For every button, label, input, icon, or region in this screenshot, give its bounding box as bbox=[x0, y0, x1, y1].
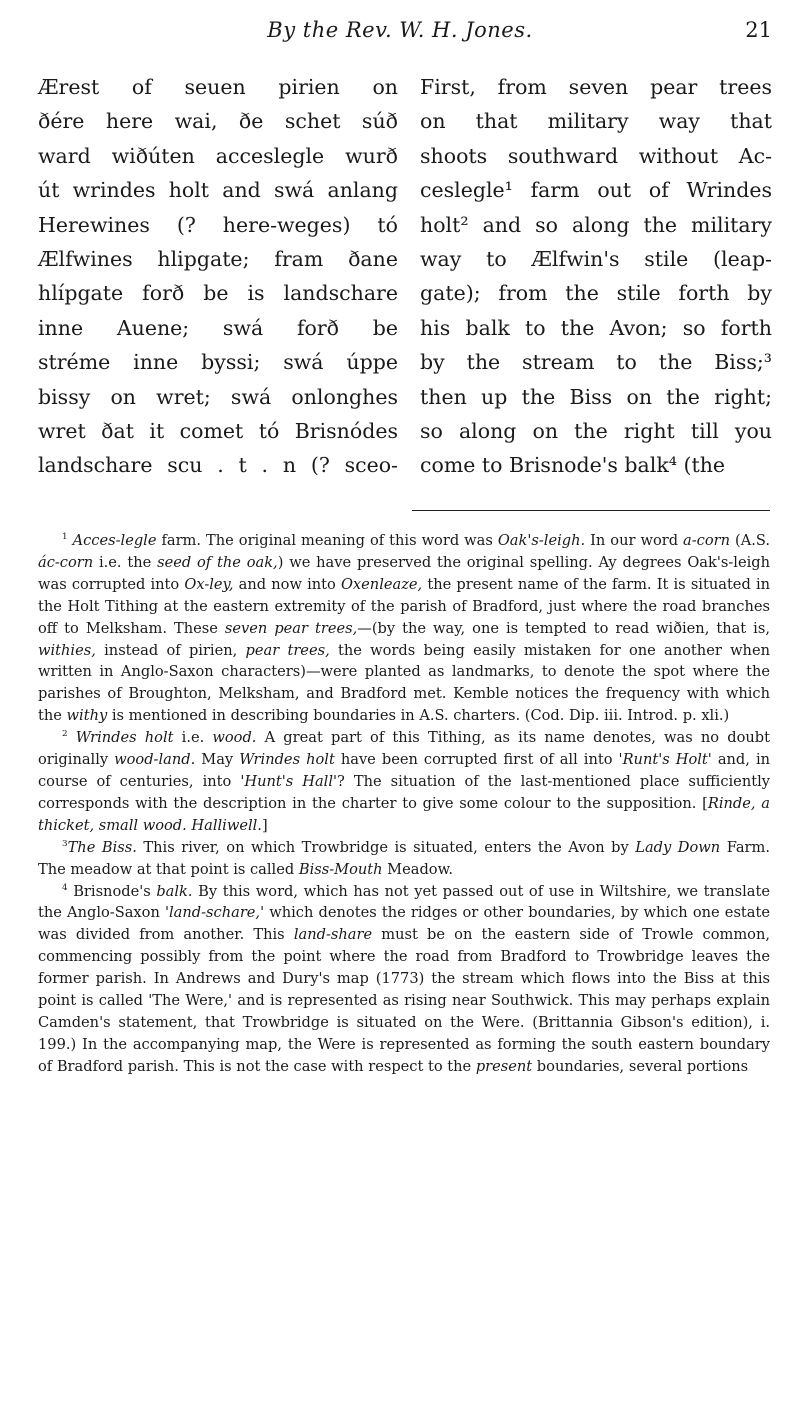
footnote-text: ' which denotes the ridges or other boundaries, by which one estate was divided from another. This bbox=[38, 904, 771, 944]
footnote-italic: Hunt's Hall bbox=[244, 772, 334, 790]
footnote-italic: wood-land. bbox=[114, 751, 196, 769]
footnote-italic: Oxenleaze, bbox=[340, 575, 423, 593]
running-head: By the Rev. W. H. Jones. bbox=[267, 18, 533, 42]
footnote-text: and now into bbox=[233, 575, 341, 593]
text-line: inne Auene; swá forð be bbox=[38, 315, 398, 340]
text-line: so along on the right till you bbox=[420, 418, 772, 443]
footnote-italic: withy bbox=[66, 707, 108, 725]
footnote-2 bbox=[38, 727, 770, 837]
footnote-italic: seven pear trees, bbox=[224, 619, 358, 637]
footnote-text: Meadow. bbox=[382, 860, 453, 878]
text-line: Herewines (? here-weges) tó bbox=[38, 212, 398, 237]
footnote-text: i.e. bbox=[173, 729, 213, 747]
footnote-italic: land-schare, bbox=[169, 904, 261, 922]
footnote-text: By this word, which has not yet passed out of use in Wiltshire, we translate the Anglo-Saxon ' bbox=[38, 882, 770, 922]
footnote-text: In our word bbox=[585, 532, 684, 549]
footnote-italic: a-corn bbox=[683, 532, 731, 549]
footnote-italic: wood. bbox=[212, 729, 257, 747]
text-line: by the stream to the Biss;³ bbox=[420, 350, 772, 375]
footnote-text: boundaries, several portions bbox=[532, 1057, 749, 1075]
translation-column bbox=[420, 70, 772, 483]
footnote-italic: seed of the oak, bbox=[157, 553, 278, 571]
text-line: landschare scu . t . n (? sceo- bbox=[38, 453, 398, 478]
footnote-text: must be on the eastern side of Trowle common, commencing possibly from the point where the road from Bradford to Trowbridge leaves the former parish. In Andrews and Dury's map (1773) the stream which flows into the Biss at this point is called 'The Were,' and is represented as rising near Southwick. This may perhaps explain Camden's statement, that Trowbridge is situated on the Were. (Brittannia Gibson's edition), i. 199.) In the accompanying map, the Were is represented as forming the south eastern boundary of Bradford parish. This is not the case with respect to the bbox=[38, 926, 770, 1075]
footnote-term: Acces-legle bbox=[72, 532, 157, 549]
text-line: come to Brisnode's balk⁴ (the bbox=[420, 453, 726, 478]
footnote-text: '? The situation of the last-mentioned place sufficiently corresponds with the description in the charter to give some colour to the supposition. [ bbox=[38, 772, 770, 812]
footnote-marker: 2 bbox=[62, 729, 68, 740]
footnote-text: instead of pirien, bbox=[95, 641, 246, 659]
text-line: then up the Biss on the right; bbox=[420, 384, 772, 409]
footnote-text: This river, on which Trowbridge is situated, enters the Avon by bbox=[136, 838, 636, 856]
footnote-3 bbox=[38, 837, 770, 881]
text-line: út wrindes holt and swá anlang bbox=[38, 178, 398, 203]
footnote-italic: Ox-ley, bbox=[184, 575, 234, 593]
footnote-italic: Runt's Holt bbox=[622, 751, 708, 769]
footnote-text: have been corrupted first of all into ' bbox=[334, 751, 623, 769]
footnote-marker: 1 bbox=[62, 532, 68, 543]
text-line: shoots southward without Ac- bbox=[420, 143, 772, 168]
footnote-text: —(by the way, one is tempted to read wiðien, that is, bbox=[357, 619, 770, 637]
footnote-italic: Rinde, a thicket, small wood. Halliwell. bbox=[38, 794, 770, 834]
text-line: ceslegle¹ farm out of Wrindes bbox=[420, 178, 772, 203]
footnote-text: Brisnode's bbox=[67, 882, 157, 900]
text-line: bissy on wret; swá onlonghes bbox=[38, 384, 398, 409]
text-line: hlípgate forð be is landschare bbox=[38, 281, 398, 306]
footnote-text: farm. The original meaning of this word was bbox=[156, 532, 498, 549]
text-line: on that military way that bbox=[420, 109, 772, 134]
footnote-rule bbox=[412, 510, 770, 511]
text-line: holt² and so along the military bbox=[420, 212, 772, 237]
footnotes bbox=[38, 530, 770, 1078]
footnote-4 bbox=[38, 881, 770, 1078]
footnote-marker: 3 bbox=[62, 838, 68, 849]
footnote-marker: 4 bbox=[62, 882, 68, 893]
footnote-text: is mentioned in describing boundaries in A.S. charters. (Cod. Dip. iii. Introd. p. xli.) bbox=[107, 707, 730, 725]
text-line: Ærest of seuen pirien on bbox=[38, 75, 398, 99]
page-header bbox=[0, 18, 800, 50]
text-line: Ælfwines hlipgate; fram ðane bbox=[38, 246, 398, 271]
text-line: his balk to the Avon; so forth bbox=[420, 315, 772, 340]
text-line: ðére here wai, ðe schet súð bbox=[38, 109, 398, 134]
footnote-italic: withies, bbox=[38, 641, 96, 659]
footnote-term: balk. bbox=[156, 882, 193, 900]
footnote-term: Wrindes holt bbox=[75, 729, 174, 747]
text-line: way to Ælfwin's stile (leap- bbox=[420, 246, 772, 271]
text-line: ward wiðúten acceslegle wurð bbox=[38, 143, 398, 168]
footnote-text: the present name of the farm. It is situated in the Holt Tithing at the eastern extremity of the parish of Bradford, just where the road branches off to Melksham. These bbox=[38, 575, 771, 637]
footnote-text: (A.S. bbox=[730, 532, 770, 549]
footnote-italic: Oak's-leigh. bbox=[497, 532, 586, 549]
footnote-italic: Wrindes holt bbox=[239, 751, 335, 769]
footnote-italic: ác-corn bbox=[38, 553, 94, 571]
text-line: stréme inne byssi; swá úppe bbox=[38, 350, 398, 375]
page-number: 21 bbox=[745, 18, 772, 42]
text-line: wret ðat it comet tó Brisnódes bbox=[38, 418, 398, 443]
footnote-1 bbox=[38, 530, 770, 727]
text-line: First, from seven pear trees bbox=[420, 75, 772, 99]
footnote-text: ] bbox=[261, 816, 268, 834]
footnote-italic: Biss-Mouth bbox=[298, 860, 383, 878]
footnote-text: ' and, in course of centuries, into ' bbox=[38, 751, 771, 790]
footnote-italic: pear trees, bbox=[245, 641, 330, 659]
footnote-text: i.e. the bbox=[93, 553, 158, 571]
footnote-text: the words being easily mistaken for one another when written in Anglo-Saxon characters)—were planted as landmarks, to denote the spot where the parishes of Broughton, Melksham, and Bradford met. Kemble notices the frequency with which the bbox=[38, 641, 770, 725]
footnote-text: Farm. The meadow at that point is called bbox=[38, 838, 770, 878]
footnote-text: ) we have preserved the original spelling. Ay degrees Oak's-leigh was corrupted into bbox=[38, 553, 770, 593]
footnote-text: A great part of this Tithing, as its name denotes, was no doubt originally bbox=[38, 729, 770, 769]
footnote-term: The Biss. bbox=[67, 838, 137, 856]
anglo-saxon-column bbox=[38, 70, 398, 483]
footnote-italic: land-share bbox=[293, 926, 373, 944]
footnote-text: May bbox=[195, 751, 240, 769]
text-line: gate); from the stile forth by bbox=[420, 281, 772, 306]
footnote-italic: present bbox=[475, 1057, 533, 1075]
footnote-italic: Lady Down bbox=[635, 838, 721, 856]
